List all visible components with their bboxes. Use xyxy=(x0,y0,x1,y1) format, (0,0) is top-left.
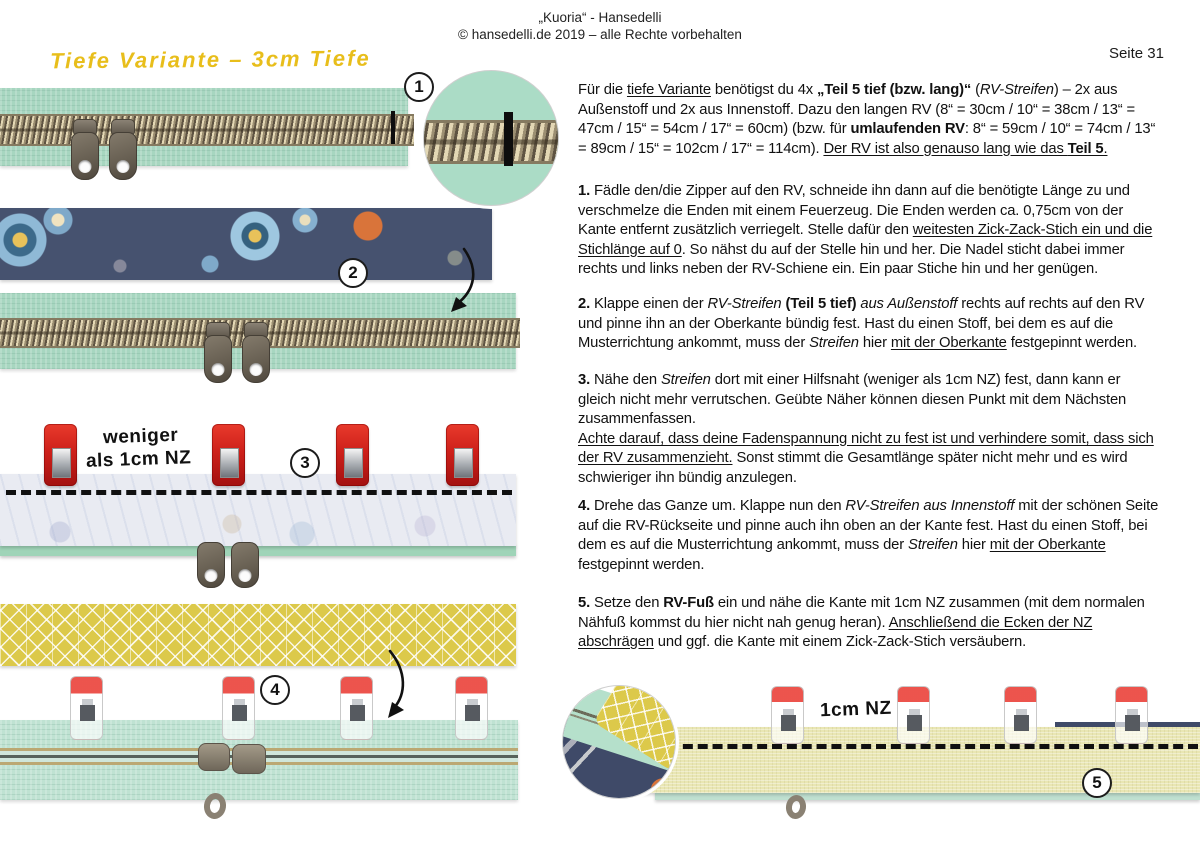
step-1-marker: 1 xyxy=(404,72,434,102)
step-5-marker: 5 xyxy=(1082,768,1112,798)
header-copyright: © hansedelli.de 2019 – alle Rechte vorbehalten xyxy=(458,27,742,42)
fabric-detail xyxy=(651,778,676,799)
step-2-text: 2. Klappe einen der RV-Streifen (Teil 5 tief) aus Außenstoff rechts auf rechts auf den RV und pinne ihn an der Oberkante bündig fest. Hast du einen Stoff, bei dem es auf die Musterrichtung ankommt, muss der Streifen hier mit der Oberkante festgepinnt werden. xyxy=(578,296,1145,352)
annotation-als-1cm-nz: als 1cm NZ xyxy=(85,447,192,472)
sewing-clip xyxy=(771,686,804,744)
step-4-marker: 4 xyxy=(260,675,290,705)
header-title: „Kuoria“ - Hansedelli xyxy=(538,10,662,25)
sewing-clip xyxy=(446,424,479,486)
step-3-text: 3. Nähe den Streifen dort mit einer Hilfsnaht (weniger als 1cm NZ) fest, dann kann er gleich nicht mehr verrutschen. Geübte Näher können diesen Punkt mit dem Nächsten zusammenfassen. Achte darauf, dass deine Fadenspannung nicht zu fest ist und verhindere somit, dass sich der RV zusammenzieht. Sonst stimmt die Gesamtlänge später nicht mehr und es wird schwieriger ihn bündig anzulegen. xyxy=(578,372,1154,486)
inner-fabric-wrong-side xyxy=(0,474,516,546)
zipper-slider-back xyxy=(232,744,266,774)
page-header xyxy=(0,9,1200,43)
sewing-clip xyxy=(1115,686,1148,744)
annotation-1cm-nz: 1cm NZ xyxy=(819,697,892,722)
sewing-clip xyxy=(336,424,369,486)
zipper-pull xyxy=(239,322,273,383)
curved-arrow-icon xyxy=(446,246,482,320)
sewing-clip xyxy=(212,424,245,486)
sewing-clip xyxy=(1004,686,1037,744)
curved-arrow-icon xyxy=(376,648,412,724)
step-2-marker: 2 xyxy=(338,258,368,288)
zipper-pull xyxy=(201,322,235,383)
step-3-marker: 3 xyxy=(290,448,320,478)
seam-line xyxy=(668,744,1198,749)
zipper-pull xyxy=(231,542,259,588)
zipper-coil xyxy=(0,114,414,146)
annotation-weniger: weniger xyxy=(102,424,179,449)
sewing-clip xyxy=(44,424,77,486)
step-1-text: 1. Fädle den/die Zipper auf den RV, schneide ihn dann auf die benötigte Länge zu und verschmelze die Enden mit einem Feuerzeug. Die Enden werden ca. 0,75cm von der Kante entfernt zusätzlich verriegelt. Stelle dafür den weitesten Zick-Zack-Stich ein und die Stichlänge auf 0. So nähst du auf der Stelle hin und her. Die Nadel sticht dabei immer rechts und links neben der RV-Schiene ein. Ein paar Stiche hin und her genügen. xyxy=(578,183,1153,278)
sewing-clip xyxy=(455,676,488,740)
zipper-pull xyxy=(68,119,102,180)
sewing-clip xyxy=(897,686,930,744)
sewing-clip xyxy=(222,676,255,740)
magnifier-inset xyxy=(562,685,676,799)
magnifier-inset xyxy=(423,70,559,206)
zipper-pull xyxy=(197,542,225,588)
page-number: Seite 31 xyxy=(1108,45,1164,62)
photo-outer-fabric-strip xyxy=(0,208,492,280)
sewing-clip xyxy=(70,676,103,740)
seam-line xyxy=(6,490,512,495)
tailor-mark xyxy=(504,112,513,166)
zipper-coil xyxy=(423,120,559,164)
page-title: Tiefe Variante – 3cm Tiefe xyxy=(49,45,371,74)
step-4-text: 4. Drehe das Ganze um. Klappe nun den RV-Streifen aus Innenstoff mit der schönen Seite auf die RV-Rückseite und pinne auch ihn oben an der Kante fest. Hast du einen Stoff, bei dem es auf die Musterrichtung ankommt, muss der Streifen hier mit der Oberkante festgepinnt werden. xyxy=(578,498,1159,573)
photo-inner-fabric-strip xyxy=(0,604,516,666)
step-5-text: 5. Setze den RV-Fuß ein und nähe die Kante mit 1cm NZ zusammen (mit dem normalen Nähfuß kommst du hier nicht nah genug heran). Anschließend die Ecken der NZ abschrägen und ggf. die Kante mit einem Zick-Zack-Stich versäubern. xyxy=(578,595,1145,651)
intro-paragraph: Für die tiefe Variante benötigst du 4x „Teil 5 tief (bzw. lang)“ (RV-Streifen) – 2x aus Außenstoff und 2x aus Innenstoff. Dazu den langen RV (8“ = 30cm / 10“ = 38cm / 13“ = 47cm / 15“ = 54cm / 17“ = 60cm) (bzw. für umlaufenden RV: 8“ = 59cm / 10“ = 74cm / 13“ = 89cm / 15“ = 102cm / 17“ = 114cm). Der RV ist also genauso lang wie das Teil 5. xyxy=(578,82,1156,157)
zipper-slider-back xyxy=(198,743,230,771)
zipper-pull xyxy=(106,119,140,180)
tailor-mark xyxy=(391,111,395,144)
sewing-clip xyxy=(340,676,373,740)
